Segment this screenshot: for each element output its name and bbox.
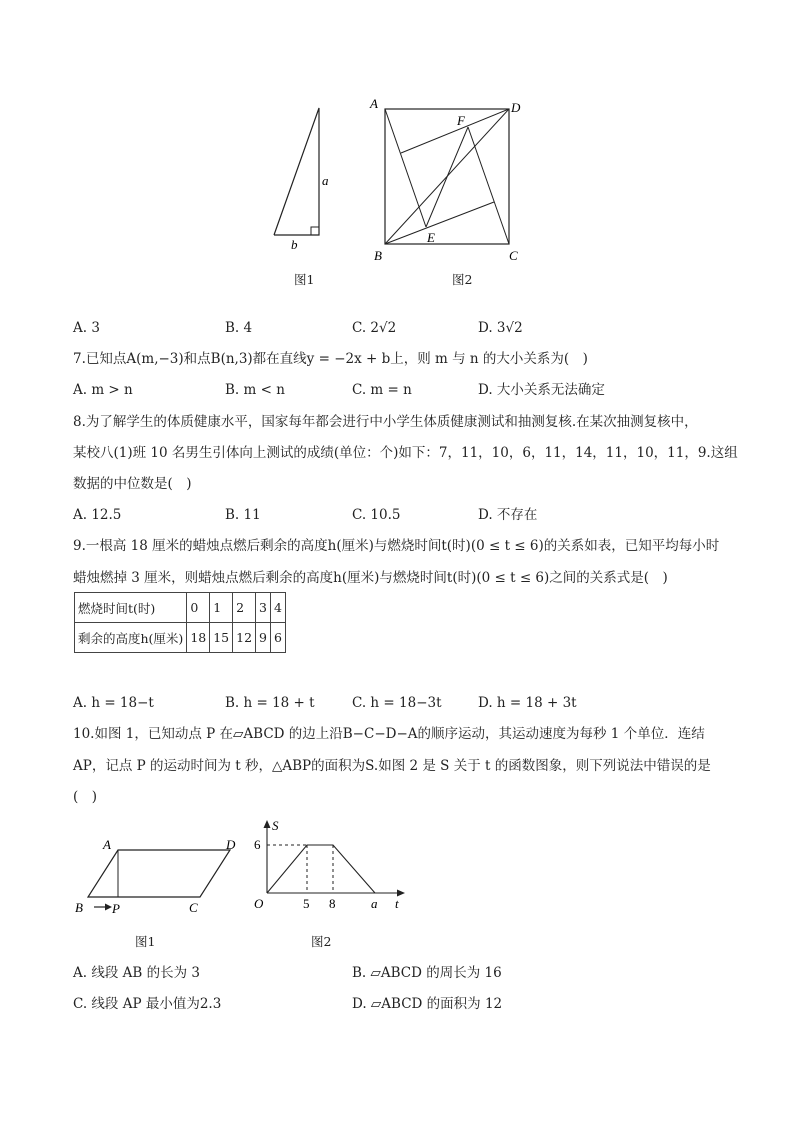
table-cell: 6 xyxy=(270,623,285,653)
point-label-c: C xyxy=(509,248,518,263)
q8-option-a: A. 12.5 xyxy=(73,507,122,523)
right-angle-mark xyxy=(311,227,319,235)
q10-figure-1-caption: 图1 xyxy=(135,934,156,949)
figure-2-caption: 图2 xyxy=(452,272,473,287)
motion-arrow-head xyxy=(105,904,112,911)
table-cell: 18 xyxy=(187,623,210,653)
q8-option-d: D. 不存在 xyxy=(478,507,538,523)
tick-label-8: 8 xyxy=(329,896,336,911)
q8-option-c: C. 10.5 xyxy=(352,507,401,523)
table-cell: 0 xyxy=(187,593,210,623)
q10-figure-2-caption: 图2 xyxy=(311,934,332,949)
q7-option-d: D. 大小关系无法确定 xyxy=(478,382,605,398)
origin-label: O xyxy=(254,896,264,911)
q9-option-c: C. h = 18−3t xyxy=(352,695,442,711)
q7-option-c: C. m = n xyxy=(352,382,412,398)
point-label-d: D xyxy=(511,100,521,115)
tick-label-6: 6 xyxy=(254,837,261,852)
figure-1-caption: 图1 xyxy=(294,272,315,287)
table-cell: 3 xyxy=(256,593,271,623)
segment-e-f xyxy=(426,127,468,227)
table-cell: 12 xyxy=(233,623,256,653)
side-label-b: b xyxy=(291,237,298,250)
q9-data-table xyxy=(74,592,286,653)
s-axis-arrow-icon xyxy=(264,820,271,828)
q9-stem-line-2: 蜡烛燃掉 3 厘米，则蜡烛点燃后剩余的高度h(厘米)与燃烧时间t(时)(0 ≤ t ≤ 6)之间的关系式是( ) xyxy=(73,570,668,586)
table-cell: 2 xyxy=(233,593,256,623)
q6-option-d: D. 3√2 xyxy=(478,320,523,336)
table-cell: 1 xyxy=(210,593,233,623)
table-row xyxy=(75,593,286,623)
segment-c-f xyxy=(468,127,509,244)
q9-option-a: A. h = 18−t xyxy=(73,695,154,711)
q9-stem-line-1: 9.一根高 18 厘米的蜡烛点燃后剩余的高度h(厘米)与燃烧时间t(时)(0 ≤ t ≤ 6)的关系如表，已知平均每小时 xyxy=(73,538,720,554)
q6-option-b: B. 4 xyxy=(225,320,253,336)
q10-figure-1-parallelogram xyxy=(70,835,245,915)
q10-stem-line-1: 10.如图 1，已知动点 P 在▱ABCD 的边上沿B−C−D−A的顺序运动，其运动速度为每秒 1 个单位．连结 xyxy=(73,726,705,742)
segment-a-e xyxy=(385,109,426,227)
figure-2-square-diagram xyxy=(365,95,530,265)
q8-stem-line-3: 数据的中位数是( ) xyxy=(73,476,192,492)
q10-option-b: B. ▱ABCD 的周长为 16 xyxy=(352,965,502,981)
q10-stem-line-2: AP，记点 P 的运动时间为 t 秒，△ABP的面积为S.如图 2 是 S 关于 t 的函数图象，则下列说法中错误的是 xyxy=(73,758,711,774)
segment-inner-top xyxy=(401,109,509,153)
point-label-b: B xyxy=(374,248,382,263)
table-cell: 9 xyxy=(256,623,271,653)
q6-option-a: A. 3 xyxy=(73,320,100,336)
function-graph xyxy=(267,845,375,893)
segment-inner-bottom xyxy=(385,202,494,244)
axis-label-s: S xyxy=(272,818,279,833)
q7-option-b: B. m < n xyxy=(225,382,285,398)
point-label-b: B xyxy=(75,900,83,915)
q8-stem-line-1: 8.为了解学生的体质健康水平，国家每年都会进行中小学生体质健康测试和抽测复核.在某次抽测复核中， xyxy=(73,414,698,430)
q10-option-a: A. 线段 AB 的长为 3 xyxy=(73,965,200,981)
side-label-a: a xyxy=(322,173,329,188)
q8-stem-line-2: 某校八(1)班 10 名男生引体向上测试的成绩(单位：个)如下：7，11，10，6，11，14，11，10，11，9.这组 xyxy=(73,445,738,461)
q7-stem: 7.已知点A(m,−3)和点B(n,3)都在直线y = −2x + b上，则 m 与 n 的大小关系为( ) xyxy=(73,351,588,367)
triangle-outline xyxy=(274,108,319,235)
figure-1-right-triangle xyxy=(265,100,335,250)
q9-option-b: B. h = 18 + t xyxy=(225,695,315,711)
q10-stem-line-3: ( ) xyxy=(73,789,98,805)
q8-option-b: B. 11 xyxy=(225,507,261,523)
point-label-e: E xyxy=(427,230,435,245)
table-row xyxy=(75,623,286,653)
point-label-a: A xyxy=(103,837,111,852)
axis-label-t: t xyxy=(395,896,399,911)
table-row-label: 燃烧时间t(时) xyxy=(75,593,187,623)
point-label-a: A xyxy=(370,96,378,111)
q9-option-d: D. h = 18 + 3t xyxy=(478,695,577,711)
table-cell: 4 xyxy=(270,593,285,623)
q10-figure-2-graph xyxy=(245,815,410,915)
table-cell: 15 xyxy=(210,623,233,653)
q10-option-c: C. 线段 AP 最小值为2.3 xyxy=(73,996,222,1012)
point-label-f: F xyxy=(457,113,465,128)
q6-option-c: C. 2√2 xyxy=(352,320,397,336)
q10-option-d: D. ▱ABCD 的面积为 12 xyxy=(352,996,503,1012)
parallelogram-outline xyxy=(88,850,230,897)
tick-label-a: a xyxy=(371,896,378,911)
point-label-p: P xyxy=(112,901,120,915)
point-label-c: C xyxy=(189,900,198,915)
point-label-d: D xyxy=(226,837,236,852)
table-row-label: 剩余的高度h(厘米) xyxy=(75,623,187,653)
q7-option-a: A. m > n xyxy=(73,382,133,398)
tick-label-5: 5 xyxy=(303,896,310,911)
